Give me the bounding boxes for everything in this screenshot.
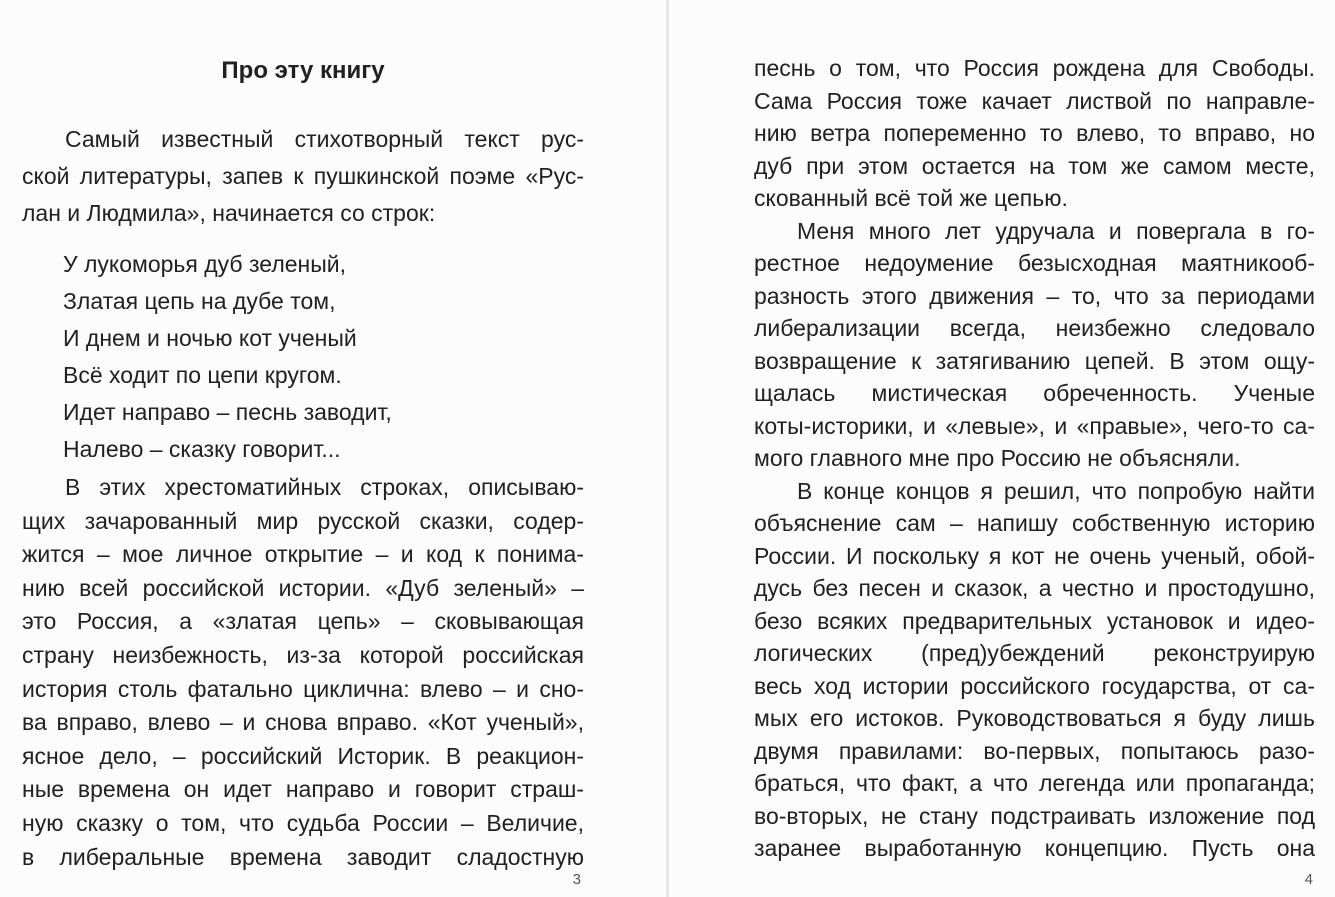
text-line: объяснение сам – напишу собственную историю: [754, 510, 1315, 536]
text-line: весь ход истории российского государства, от са-: [754, 672, 1315, 699]
text-line: в либеральные времена заводит сладостную: [22, 843, 584, 870]
text-line: рестное недоумение безысходная маятникооб-: [754, 250, 1315, 276]
text-line: мого главного мне про Россию не объясняли.: [754, 445, 1241, 471]
text-line: России. И поскольку я кот не очень ученый, обой-: [754, 542, 1315, 569]
text-line: И днем и ночью кот ученый: [63, 325, 357, 351]
page-content: [754, 52, 1315, 865]
text-line: Самый известный стихотворный текст рус-: [65, 126, 584, 152]
paragraph-block: [754, 215, 1315, 475]
text-line: Сама Россия тоже качает листвой по направле-: [754, 87, 1315, 114]
text-line: Златая цепь на дубе том,: [63, 288, 336, 314]
text-line: щалась мистическая обреченность. Ученые: [754, 380, 1315, 406]
text-line: история столь фатально циклична: влево – и сно-: [22, 675, 584, 702]
text-line: ную сказку о том, что судьба России – Величие,: [22, 809, 584, 836]
text-line: страну неизбежность, из-за которой российская: [22, 641, 584, 668]
text-line: ва вправо, влево – и снова вправо. «Кот ученый»,: [22, 709, 584, 736]
paragraph-block: [22, 121, 584, 232]
text-line: лан и Людмила», начинается со строк:: [22, 200, 436, 226]
paragraph-block: [754, 52, 1315, 215]
text-line: ясное дело, – российский Историк. В реакцион-: [22, 742, 584, 769]
text-line: разность этого движения – то, что за периодами: [754, 282, 1315, 309]
book-page-right[interactable]: [669, 0, 1335, 897]
text-line: скованный всё той же цепью.: [754, 185, 1068, 211]
text-line: жится – мое личное открытие – и код к понима-: [22, 541, 584, 568]
paragraph-block: [22, 471, 584, 874]
text-line: дуб при этом остается на том же самом месте,: [754, 152, 1315, 179]
text-line: дусь без песен и сказок, а честно и простодушно,: [754, 575, 1315, 601]
text-line: мых его истоков. Руководствоваться я буду лишь: [754, 705, 1315, 731]
text-line: во-вторых, не стану подстраивать изложение под: [754, 802, 1315, 829]
text-line: В конце концов я решил, что попробую найти: [797, 477, 1315, 504]
text-line: ные времена он идет направо и говорит страш-: [22, 776, 584, 803]
text-line: Всё ходит по цепи кругом.: [63, 362, 342, 388]
text-line: коты-историки, и «левые», и «правые», чего-то са-: [754, 412, 1315, 439]
text-line: возвращение к затягиванию цепей. В этом ощу-: [754, 347, 1315, 374]
text-line: это Россия, а «златая цепь» – сковывающая: [22, 608, 584, 635]
text-line: безо всяких предварительных установок и идео-: [754, 607, 1315, 634]
verse-block: [22, 246, 584, 468]
text-line: ской литературы, запев к пушкинской поэме «Рус-: [22, 163, 584, 189]
paragraph-block: [754, 475, 1315, 865]
text-line: Налево – сказку говорит...: [63, 436, 341, 462]
text-line: В этих хрестоматийных строках, описываю-: [65, 474, 584, 500]
page-number: 3: [572, 871, 581, 888]
text-line: двумя правилами: во-первых, попытаюсь разо-: [754, 737, 1315, 764]
text-line: Идет направо – песнь заводит,: [63, 399, 392, 425]
text-line: щих зачарованный мир русской сказки, содер-: [22, 507, 584, 534]
text-line: У лукоморья дуб зеленый,: [63, 251, 346, 277]
page-number: 4: [1304, 871, 1313, 888]
text-line: Про эту книгу: [221, 57, 385, 84]
text-line: браться, что факт, а что легенда или пропаганда;: [754, 770, 1315, 796]
chapter-title: [22, 56, 584, 86]
text-line: нию всей российской истории. «Дуб зеленый» –: [22, 574, 584, 601]
text-line: заранее выработанную концепцию. Пусть она: [754, 835, 1315, 861]
text-line: нию ветра попеременно то влево, то вправо, но: [754, 120, 1315, 146]
text-line: Меня много лет удручала и повергала в го-: [797, 217, 1315, 244]
text-line: песнь о том, что Россия рождена для Свободы.: [754, 55, 1315, 81]
page-content: [22, 56, 584, 874]
text-line: логических (пред)убеждений реконструирую: [754, 640, 1315, 666]
book-page-left[interactable]: [0, 0, 666, 897]
text-line: либерализации всегда, неизбежно следовало: [754, 315, 1315, 341]
